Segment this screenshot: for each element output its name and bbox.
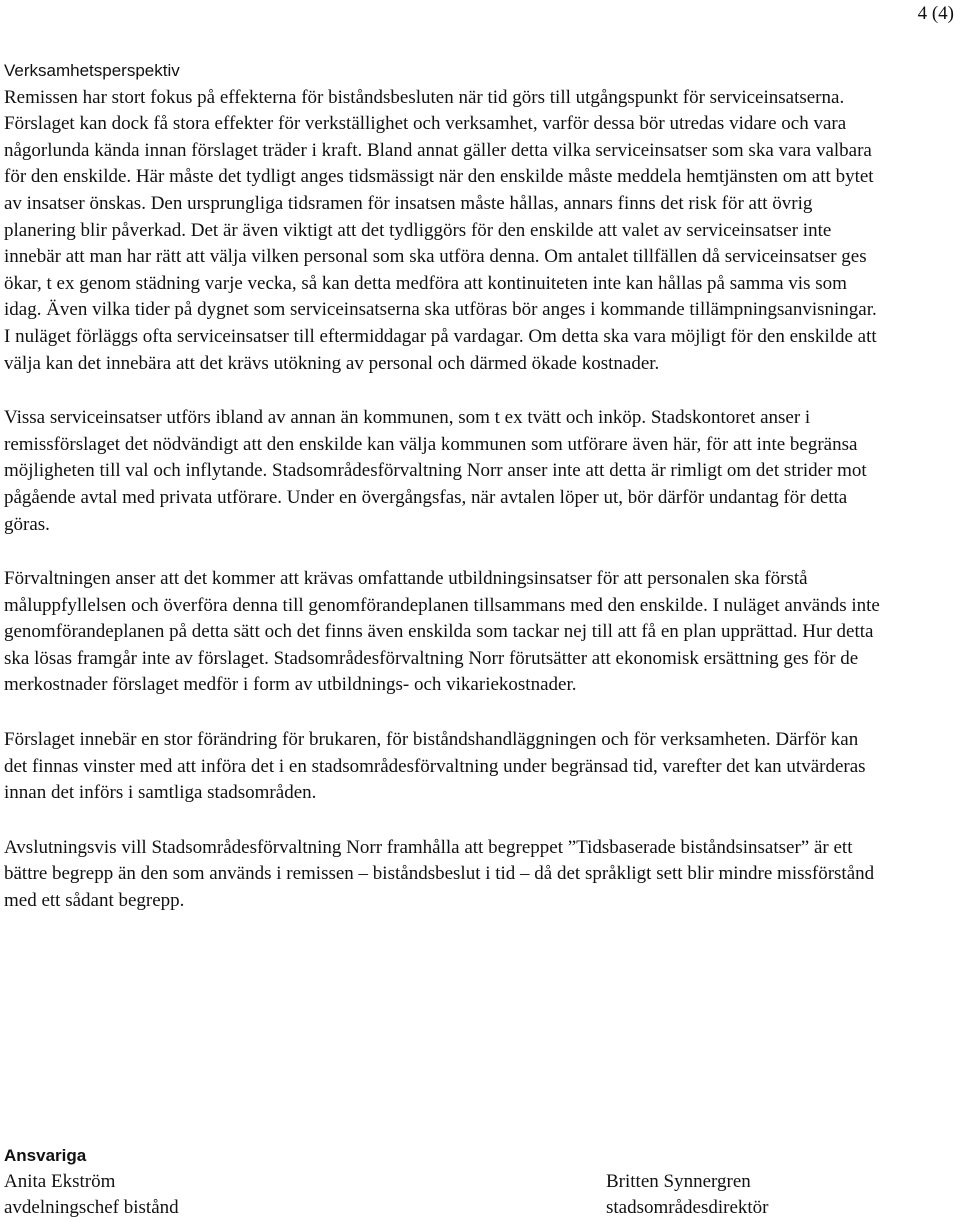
signatory-left-title: avdelningschef bistånd <box>4 1197 179 1218</box>
signatory-left-name: Anita Ekström <box>4 1171 116 1192</box>
signatory-left <box>4 1169 179 1221</box>
paragraph-5: Avslutningsvis vill Stadsområdesförvaltning Norr framhålla att begreppet ”Tidsbaserade biståndsinsatser” är ett bättre begrepp än den som används i remissen – biståndsbeslut i tid – då det språkligt sett blir mindre missförstånd med ett sådant begrepp. <box>4 836 875 912</box>
paragraph-1: Remissen har stort fokus på effekterna för biståndsbesluten när tid görs till utgångspunkt för serviceinsatserna. Förslaget kan dock få stora effekter för verkställighet och verksamhet, varför dessa bör utredas vidare och vara någorlunda kända innan förslaget träder i kraft. Bland annat gäller detta vilka serviceinsatser som ska vara valbara för den enskilde. Här måste det tydligt anges tidsmässigt när den enskilde måste meddela hemtjänsten om att bytet av insatser önskas. Den ursprungliga tidsramen för insatsen måste hållas, annars finns det risk för att övrig planering blir påverkad. Det är även viktigt att det tydliggörs för den enskilde att valet av serviceinsatser inte innebär att man har rätt att välja vilken personal som ska utföra denna. Om antalet tillfällen då serviceinsatser ges ökar, t ex genom städning varje vecka, så kan detta medföra att kontinuiteten inte kan hållas på samma vis som idag. Även vilka tider på dygnet som serviceinsatserna ska utföras bör anges i kommande tillämpningsanvisningar. I nuläget förläggs ofta serviceinsatser till eftermiddagar på vardagar. Om detta ska vara möjligt för den enskilde att välja kan det innebära att det krävs utökning av personal och därmed ökade kostnader. <box>4 86 877 374</box>
document-body <box>4 58 886 941</box>
section-heading: Verksamhetsperspektiv <box>4 61 180 80</box>
signatory-right-name: Britten Synnergren <box>606 1171 751 1192</box>
signatory-right-title: stadsområdesdirektör <box>606 1197 769 1218</box>
paragraph-2: Vissa serviceinsatser utförs ibland av annan än kommunen, som t ex tvätt och inköp. Stadskontoret anser i remissförslaget det nödvändigt att den enskilde kan välja kommunen som utförare även här, för att inte begränsa möjligheten till val och inflytande. Stadsområdesförvaltning Norr anser inte att detta är rimligt om det strider mot pågående avtal med privata utförare. Under en övergångsfas, när avtalen löper ut, bör därför undantag för detta göras. <box>4 407 867 535</box>
signatory-right <box>606 1169 769 1221</box>
paragraph-3: Förvaltningen anser att det kommer att krävas omfattande utbildningsinsatser för att personalen ska förstå måluppfyllelsen och överföra denna till genomförandeplanen tillsammans med den enskilde. I nuläget används inte genomförandeplanen på detta sätt och det finns även enskilda som tackar nej till att få en plan upprättad. Hur detta ska lösas framgår inte av förslaget. Stadsområdesförvaltning Norr förutsätter att ekonomisk ersättning ges för de merkostnader förslaget medför i form av utbildnings- och vikariekostnader. <box>4 568 880 696</box>
page-number: 4 (4) <box>917 3 954 24</box>
responsible-heading: Ansvariga <box>4 1146 87 1165</box>
responsible-section <box>4 1143 904 1218</box>
paragraph-4: Förslaget innebär en stor förändring för brukaren, för biståndshandläggningen och för verksamheten. Därför kan det finnas vinster med att införa det i en stadsområdesförvaltning under begränsad tid, varefter det kan utvärderas innan det införs i samtliga stadsområden. <box>4 729 866 804</box>
